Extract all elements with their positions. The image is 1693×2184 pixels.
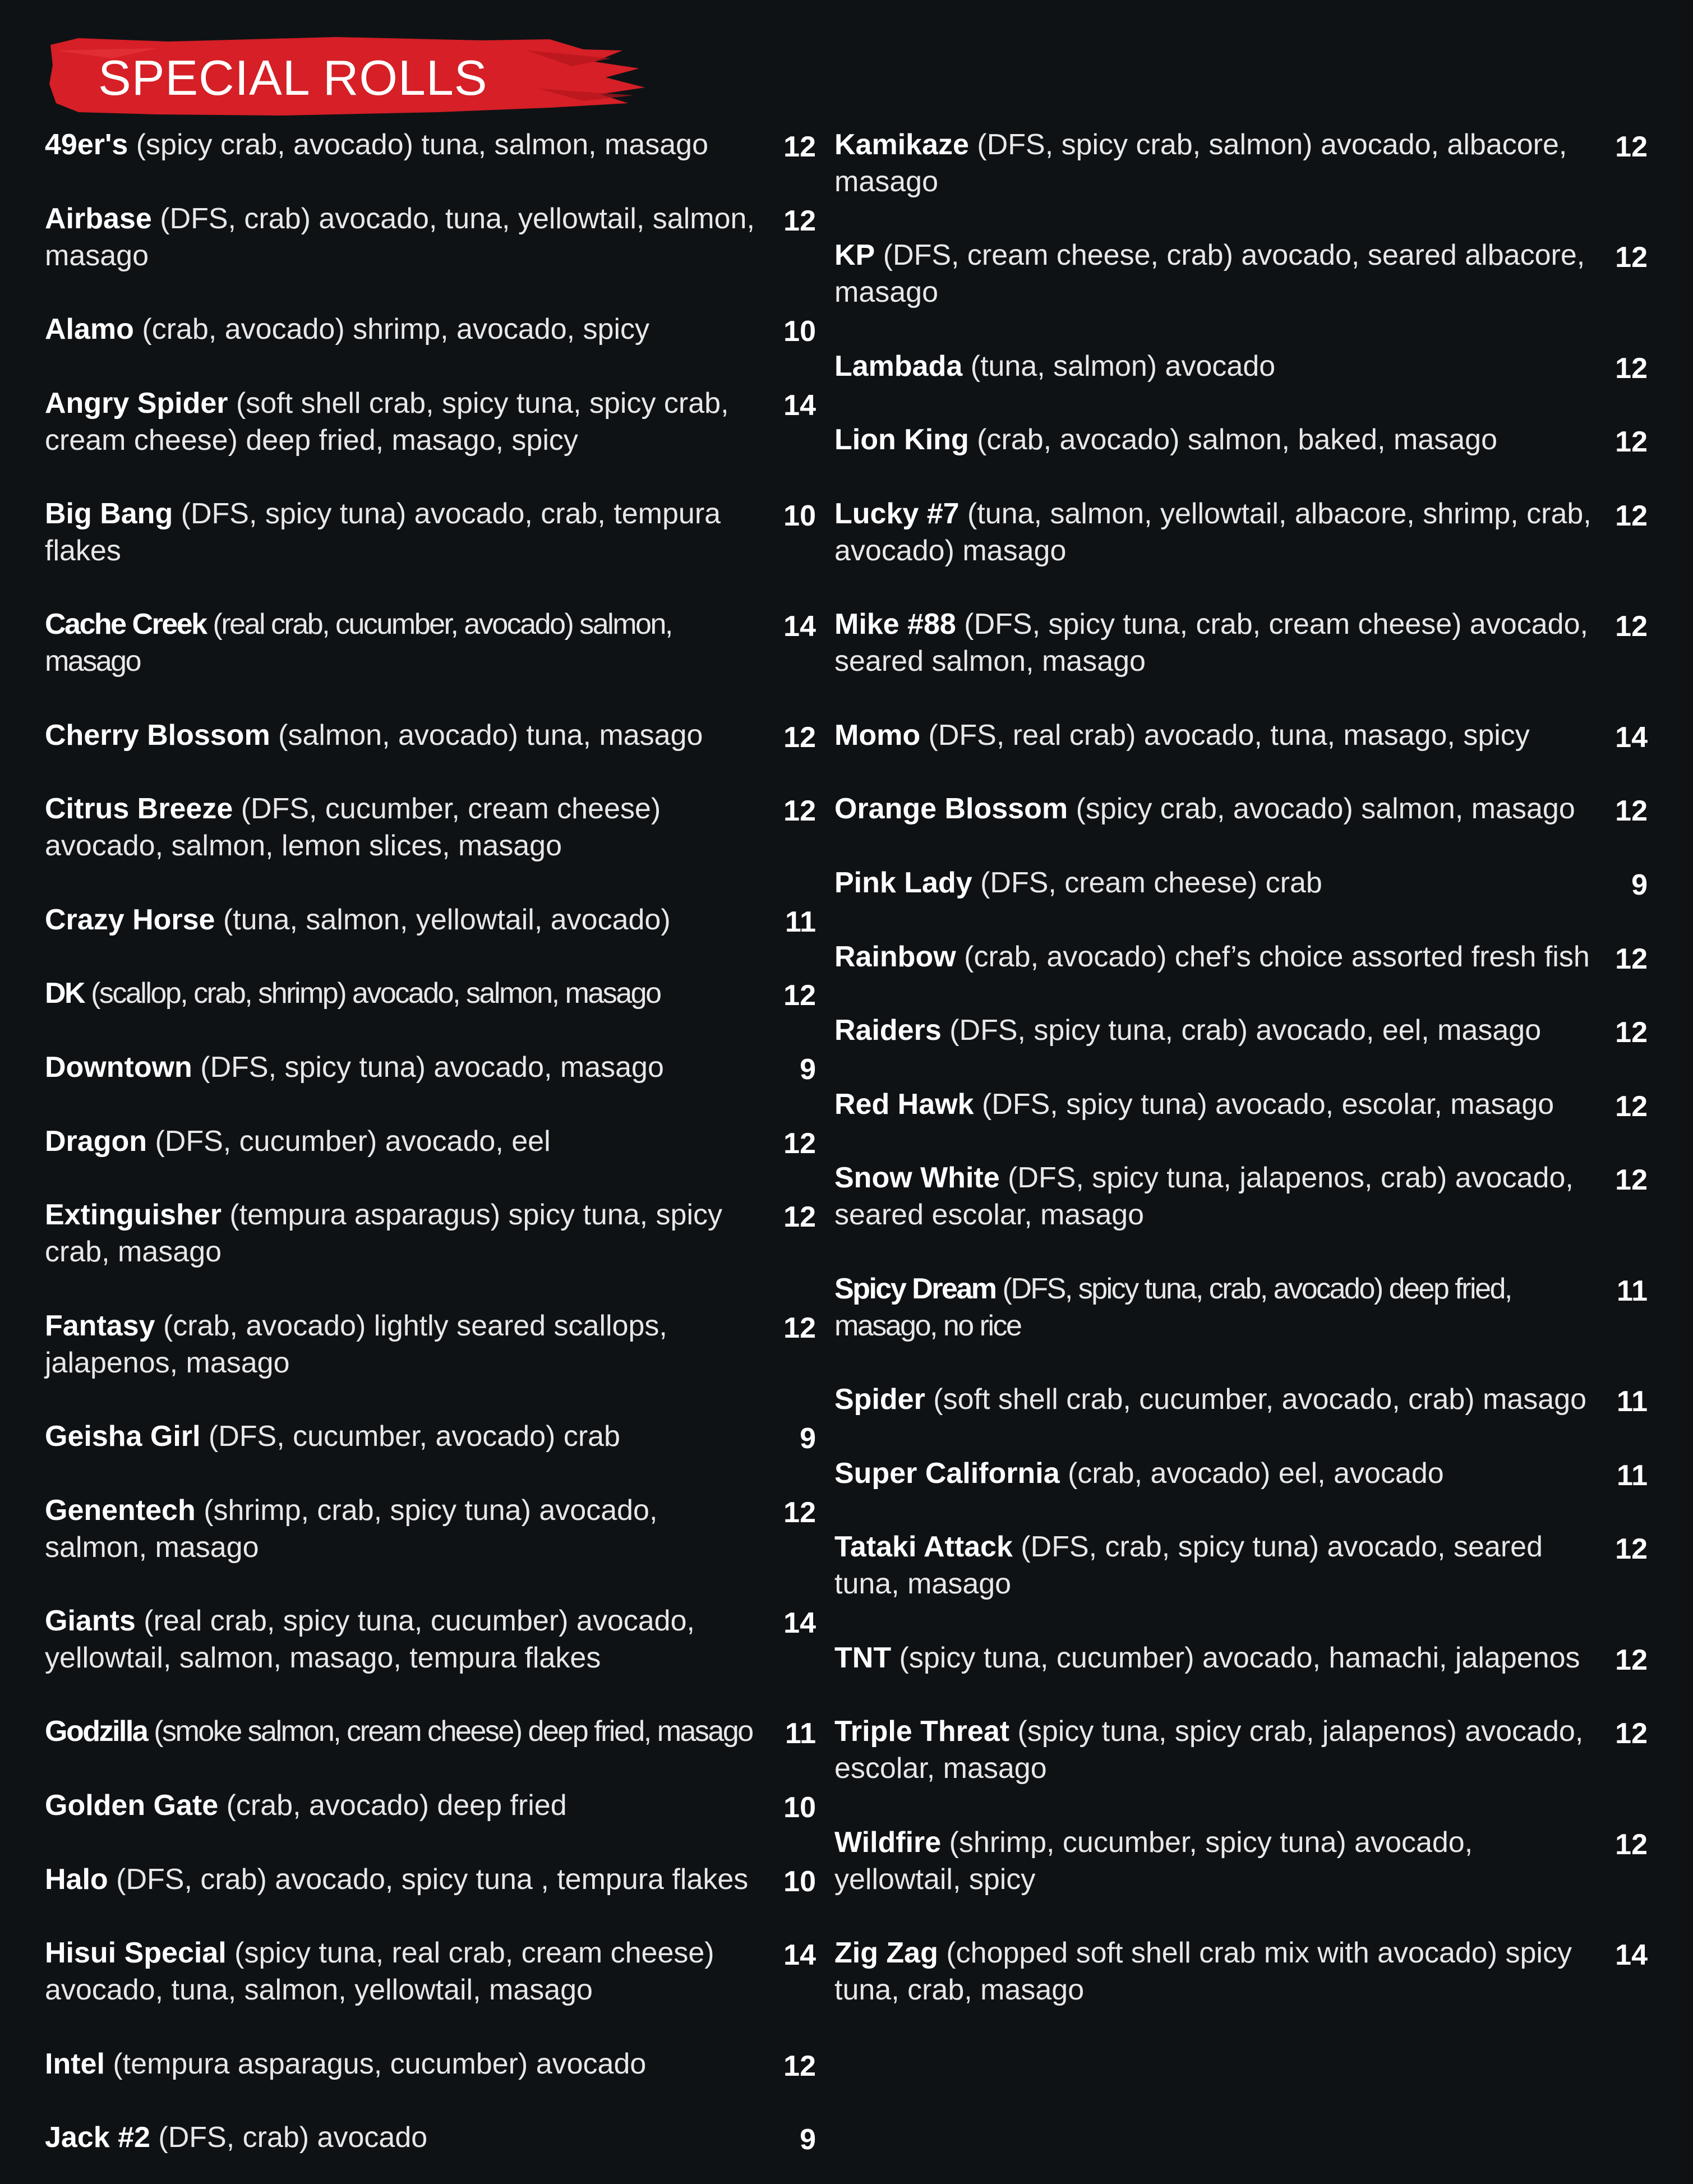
menu-item-name: Dragon xyxy=(45,1125,147,1158)
menu-item xyxy=(45,1049,816,1088)
menu-item-price: 11 xyxy=(1617,1459,1648,1492)
menu-item xyxy=(45,790,816,864)
menu-item xyxy=(834,126,1648,200)
menu-item-name: Giants xyxy=(45,1605,136,1637)
menu-item-ingredients: (DFS, cucumber, cream cheese) avocado, salmon, lemon slices, masago xyxy=(45,792,661,862)
menu-item xyxy=(834,1086,1648,1125)
menu-item-price: 12 xyxy=(1615,241,1648,274)
menu-item xyxy=(834,717,1648,756)
menu-item-description xyxy=(834,938,1603,975)
menu-item-price: 12 xyxy=(1615,1533,1648,1565)
menu-item-ingredients: (DFS, spicy tuna, crab, cream cheese) avocado, seared salmon, masago xyxy=(834,608,1588,678)
menu-item-description xyxy=(45,1307,771,1381)
menu-item-ingredients: (DFS, spicy tuna) avocado, crab, tempura flakes xyxy=(45,497,721,567)
menu-item-price: 12 xyxy=(783,721,816,754)
menu-item-ingredients: (DFS, spicy tuna) avocado, masago xyxy=(200,1051,664,1084)
menu-item-name: Cache Creek xyxy=(45,608,206,641)
menu-item-description xyxy=(834,1270,1603,1344)
menu-item-description xyxy=(45,200,771,274)
menu-item-description xyxy=(834,1824,1603,1898)
menu-item-name: Halo xyxy=(45,1863,108,1896)
menu-item-description xyxy=(834,1528,1603,1602)
menu-item-ingredients: (DFS, crab) avocado, spicy tuna , tempura flakes xyxy=(116,1863,749,1896)
menu-item xyxy=(45,717,816,756)
menu-item xyxy=(45,975,816,1014)
menu-item-ingredients: (DFS, cucumber) avocado, eel xyxy=(155,1125,551,1158)
menu-item-description xyxy=(834,1159,1603,1233)
menu-item-ingredients: (DFS, spicy tuna, crab, avocado) deep fried, masago, no rice xyxy=(834,1273,1511,1342)
menu-item-description xyxy=(45,790,771,864)
menu-item-description xyxy=(45,1602,771,1676)
menu-item-ingredients: (spicy tuna, spicy crab, jalapenos) avocado, escolar, masago xyxy=(834,1715,1584,1785)
menu-item-ingredients: (DFS, spicy tuna, crab) avocado, eel, masago xyxy=(949,1014,1542,1047)
menu-item-price: 14 xyxy=(783,1939,816,1971)
menu-item-ingredients: (real crab, cucumber, avocado) salmon, masago xyxy=(45,608,672,678)
menu-item-description xyxy=(834,237,1603,311)
menu-item-ingredients: (DFS, spicy tuna, jalapenos, crab) avocado, seared escolar, masago xyxy=(834,1162,1574,1231)
menu-item-ingredients: (DFS, cream cheese) crab xyxy=(980,867,1322,899)
menu-item-ingredients: (crab, avocado) deep fried xyxy=(226,1789,567,1822)
menu-item xyxy=(45,311,816,350)
menu-item-price: 10 xyxy=(783,315,816,348)
menu-item-ingredients: (DFS, real crab) avocado, tuna, masago, spicy xyxy=(928,719,1530,752)
menu-item-ingredients: (shrimp, cucumber, spicy tuna) avocado, yellowtail, spicy xyxy=(834,1826,1473,1896)
menu-item-name: Airbase xyxy=(45,202,152,235)
menu-item-price: 12 xyxy=(1615,1644,1648,1676)
menu-item-ingredients: (spicy tuna, real crab, cream cheese) avocado, tuna, salmon, yellowtail, masago xyxy=(45,1937,714,2006)
menu-item xyxy=(834,1381,1648,1420)
menu-item-price: 10 xyxy=(783,1865,816,1898)
menu-item-ingredients: (DFS, cream cheese, crab) avocado, seared albacore, masago xyxy=(834,239,1585,308)
menu-item-price: 14 xyxy=(783,389,816,422)
menu-item-description xyxy=(834,1086,1603,1123)
menu-item-description xyxy=(834,1381,1603,1418)
menu-item-name: Wildfire xyxy=(834,1826,942,1859)
menu-item-price: 12 xyxy=(1615,795,1648,827)
menu-item-ingredients: (salmon, avocado) tuna, masago xyxy=(278,719,703,752)
menu-item-description xyxy=(45,975,771,1012)
menu-item-ingredients: (tuna, salmon, yellowtail, avocado) xyxy=(223,904,671,936)
menu-item-description xyxy=(45,1418,771,1455)
menu-item-ingredients: (DFS, crab, spicy tuna) avocado, seared tuna, masago xyxy=(834,1531,1543,1600)
menu-item-price: 14 xyxy=(783,1607,816,1639)
menu-item-price: 12 xyxy=(1615,1717,1648,1750)
menu-item-price: 11 xyxy=(1617,1385,1648,1418)
menu-item-description xyxy=(45,1787,771,1824)
menu-item-price: 9 xyxy=(800,1422,816,1455)
menu-item-name: Godzilla xyxy=(45,1715,147,1748)
menu-item-description xyxy=(834,864,1603,901)
menu-item-name: Extinguisher xyxy=(45,1199,222,1231)
menu-item-description xyxy=(834,1012,1603,1049)
menu-item-name: Raiders xyxy=(834,1014,942,1047)
menu-item-name: Geisha Girl xyxy=(45,1420,201,1453)
menu-item-ingredients: (DFS, spicy tuna) avocado, escolar, masago xyxy=(981,1088,1554,1121)
menu-item-name: 49er's xyxy=(45,128,128,161)
menu-item xyxy=(834,1159,1648,1233)
menu-item xyxy=(834,606,1648,680)
menu-item-name: Kamikaze xyxy=(834,128,969,161)
menu-item-name: Spider xyxy=(834,1383,925,1416)
menu-item xyxy=(834,1934,1648,2008)
menu-item xyxy=(45,1418,816,1457)
menu-item-description xyxy=(834,790,1603,827)
menu-item-description xyxy=(834,1455,1603,1492)
menu-item-description xyxy=(834,1934,1603,2008)
menu-item xyxy=(834,790,1648,830)
menu-item-ingredients: (crab, avocado) lightly seared scallops, jalapenos, masago xyxy=(45,1310,667,1379)
menu-item-name: Alamo xyxy=(45,313,134,345)
menu-item xyxy=(45,606,816,680)
menu-item-price: 9 xyxy=(800,1053,816,1086)
menu-item xyxy=(834,1713,1648,1787)
menu-item-price: 14 xyxy=(1615,1939,1648,1971)
menu-item-name: Orange Blossom xyxy=(834,792,1068,825)
menu-item-name: Intel xyxy=(45,2048,105,2080)
menu-item-price: 12 xyxy=(783,1312,816,1344)
menu-item-ingredients: (tuna, salmon) avocado xyxy=(970,350,1276,383)
menu-item-name: Lion King xyxy=(834,423,969,456)
menu-item-description xyxy=(45,1934,771,2008)
menu-item-price: 12 xyxy=(1615,1090,1648,1123)
menu-item xyxy=(834,1639,1648,1679)
menu-item-description xyxy=(45,901,771,938)
menu-item xyxy=(45,2045,816,2085)
menu-item-description xyxy=(45,1861,771,1898)
menu-item-price: 11 xyxy=(785,1717,816,1750)
menu-item-price: 12 xyxy=(783,795,816,827)
menu-item xyxy=(45,1196,816,1270)
menu-item-ingredients: (crab, avocado) salmon, baked, masago xyxy=(977,423,1497,456)
menu-item-ingredients: (spicy crab, avocado) tuna, salmon, masago xyxy=(136,128,709,161)
menu-item-name: DK xyxy=(45,977,85,1010)
menu-item xyxy=(834,1270,1648,1344)
menu-item-price: 10 xyxy=(783,500,816,532)
menu-item-description xyxy=(45,717,771,754)
menu-item-name: Crazy Horse xyxy=(45,904,215,936)
menu-item xyxy=(834,1528,1648,1602)
menu-item-ingredients: (tuna, salmon, yellowtail, albacore, shrimp, crab, avocado) masago xyxy=(834,497,1591,567)
menu-item xyxy=(834,1455,1648,1494)
menu-item-name: Mike #88 xyxy=(834,608,956,641)
menu-item-ingredients: (DFS, spicy crab, salmon) avocado, albacore, masago xyxy=(834,128,1567,198)
menu-item-description xyxy=(45,385,771,459)
menu-item-description xyxy=(45,606,771,680)
page-title: SPECIAL ROLLS xyxy=(98,50,488,105)
menu-item-ingredients: (chopped soft shell crab mix with avocado) spicy tuna, crab, masago xyxy=(834,1937,1572,2006)
menu-item-price: 12 xyxy=(1615,426,1648,458)
menu-item-price: 12 xyxy=(783,1127,816,1160)
menu-item-name: Tataki Attack xyxy=(834,1531,1013,1563)
menu-item-ingredients: (real crab, spicy tuna, cucumber) avocado, yellowtail, salmon, masago, tempura flakes xyxy=(45,1605,695,1674)
menu-item-price: 12 xyxy=(783,1496,816,1529)
menu-item-name: Pink Lady xyxy=(834,867,972,899)
menu-item-description xyxy=(45,1123,771,1160)
menu-item-ingredients: (tempura asparagus) spicy tuna, spicy crab, masago xyxy=(45,1199,723,1268)
menu-item xyxy=(45,901,816,941)
menu-item-name: Cherry Blossom xyxy=(45,719,270,752)
menu-item xyxy=(834,1824,1648,1898)
menu-item-name: Rainbow xyxy=(834,941,956,973)
menu-item-name: Big Bang xyxy=(45,497,173,530)
menu-item-price: 9 xyxy=(1631,869,1648,901)
menu-item-price: 10 xyxy=(783,1791,816,1824)
menu-item-ingredients: (spicy crab, avocado) salmon, masago xyxy=(1076,792,1575,825)
menu-item-price: 12 xyxy=(1615,352,1648,385)
menu-item-price: 11 xyxy=(1617,1275,1648,1307)
menu-item-ingredients: (DFS, crab) avocado, tuna, yellowtail, salmon, masago xyxy=(45,202,755,272)
menu-item xyxy=(45,1861,816,1900)
menu-item-description xyxy=(834,495,1603,569)
menu-item-price: 14 xyxy=(783,610,816,643)
menu-item-description xyxy=(45,495,771,569)
menu-item-description xyxy=(45,1492,771,1566)
menu-item-description xyxy=(834,1713,1603,1787)
menu-item-name: TNT xyxy=(834,1642,892,1674)
menu-item-price: 12 xyxy=(1615,1016,1648,1049)
menu-item-price: 12 xyxy=(1615,131,1648,163)
menu-item-ingredients: (DFS, crab) avocado xyxy=(158,2121,428,2154)
menu-item-name: Citrus Breeze xyxy=(45,792,233,825)
menu-item-ingredients: (crab, avocado) chef’s choice assorted fresh fish xyxy=(964,941,1590,973)
menu-item xyxy=(45,1123,816,1162)
menu-item-name: Lucky #7 xyxy=(834,497,959,530)
menu-item-price: 12 xyxy=(1615,1828,1648,1861)
menu-item-name: Jack #2 xyxy=(45,2121,150,2154)
menu-item xyxy=(45,200,816,274)
menu-item xyxy=(45,1787,816,1826)
menu-item-description xyxy=(834,606,1603,680)
menu-item-price: 12 xyxy=(1615,943,1648,975)
menu-item-description xyxy=(45,1713,771,1750)
menu-item-price: 12 xyxy=(783,131,816,163)
menu-item xyxy=(45,2119,816,2158)
menu-item-name: Red Hawk xyxy=(834,1088,974,1121)
menu-item-description xyxy=(45,1049,771,1086)
menu-item-name: Hisui Special xyxy=(45,1937,227,1969)
menu-item-ingredients: (soft shell crab, spicy tuna, spicy crab, cream cheese) deep fried, masago, spicy xyxy=(45,387,729,457)
menu-item-name: Genentech xyxy=(45,1494,196,1527)
menu-item xyxy=(834,421,1648,460)
menu-item-price: 12 xyxy=(1615,1164,1648,1196)
menu-item xyxy=(834,1012,1648,1051)
menu-item-ingredients: (scallop, crab, shrimp) avocado, salmon, masago xyxy=(91,977,661,1010)
menu-item-ingredients: (DFS, cucumber, avocado) crab xyxy=(208,1420,620,1453)
menu-item xyxy=(834,495,1648,569)
menu-item xyxy=(834,348,1648,387)
menu-item-price: 14 xyxy=(1615,721,1648,754)
menu-item-ingredients: (crab, avocado) shrimp, avocado, spicy xyxy=(142,313,649,345)
menu-item-name: Lambada xyxy=(834,350,963,383)
menu-item-description xyxy=(834,1639,1603,1676)
menu-item xyxy=(45,495,816,569)
menu-item-name: Angry Spider xyxy=(45,387,228,420)
menu-item-description xyxy=(45,2119,771,2156)
menu-item xyxy=(45,385,816,459)
menu-item-name: KP xyxy=(834,239,875,271)
menu-item-name: Spicy Dream xyxy=(834,1273,996,1305)
menu-item-name: Snow White xyxy=(834,1162,1000,1194)
menu-item-name: Super California xyxy=(834,1457,1060,1490)
menu-item xyxy=(45,126,816,165)
menu-item-name: Momo xyxy=(834,719,921,752)
menu-item-name: Zig Zag xyxy=(834,1937,938,1969)
menu-item-name: Downtown xyxy=(45,1051,192,1084)
menu-item-description xyxy=(45,1196,771,1270)
menu-item-ingredients: (crab, avocado) eel, avocado xyxy=(1068,1457,1444,1490)
menu-item-price: 12 xyxy=(783,1201,816,1233)
menu-item-ingredients: (smoke salmon, cream cheese) deep fried, masago xyxy=(154,1715,753,1748)
menu-item xyxy=(45,1307,816,1381)
menu-item-price: 12 xyxy=(783,205,816,237)
menu-item-price: 12 xyxy=(1615,610,1648,643)
menu-item-ingredients: (tempura asparagus, cucumber) avocado xyxy=(113,2048,647,2080)
menu-item-price: 9 xyxy=(800,2123,816,2156)
menu-item xyxy=(834,864,1648,904)
menu-item-description xyxy=(834,126,1603,200)
menu-item xyxy=(834,237,1648,311)
menu-item-description xyxy=(834,348,1603,385)
menu-item-price: 12 xyxy=(783,2050,816,2082)
menu-item-name: Triple Threat xyxy=(834,1715,1010,1748)
menu-item-price: 11 xyxy=(785,906,816,938)
menu-item-name: Golden Gate xyxy=(45,1789,219,1822)
menu-item xyxy=(834,938,1648,978)
menu-item-description xyxy=(834,421,1603,458)
menu-item-description xyxy=(834,717,1603,754)
section-header xyxy=(45,34,645,121)
menu-item-description xyxy=(45,2045,771,2082)
menu-item xyxy=(45,1713,816,1752)
menu-item-ingredients: (soft shell crab, cucumber, avocado, crab) masago xyxy=(933,1383,1587,1416)
menu-item-description xyxy=(45,311,771,348)
menu-item-price: 12 xyxy=(1615,500,1648,532)
menu-item xyxy=(45,1934,816,2008)
menu-item xyxy=(45,1492,816,1566)
menu-item-name: Fantasy xyxy=(45,1310,155,1342)
menu-item-ingredients: (shrimp, crab, spicy tuna) avocado, salmon, masago xyxy=(45,1494,658,1564)
menu-item-description xyxy=(45,126,771,163)
menu-item-price: 12 xyxy=(783,979,816,1012)
menu-item-ingredients: (spicy tuna, cucumber) avocado, hamachi, jalapenos xyxy=(899,1642,1580,1674)
menu-item xyxy=(45,1602,816,1676)
